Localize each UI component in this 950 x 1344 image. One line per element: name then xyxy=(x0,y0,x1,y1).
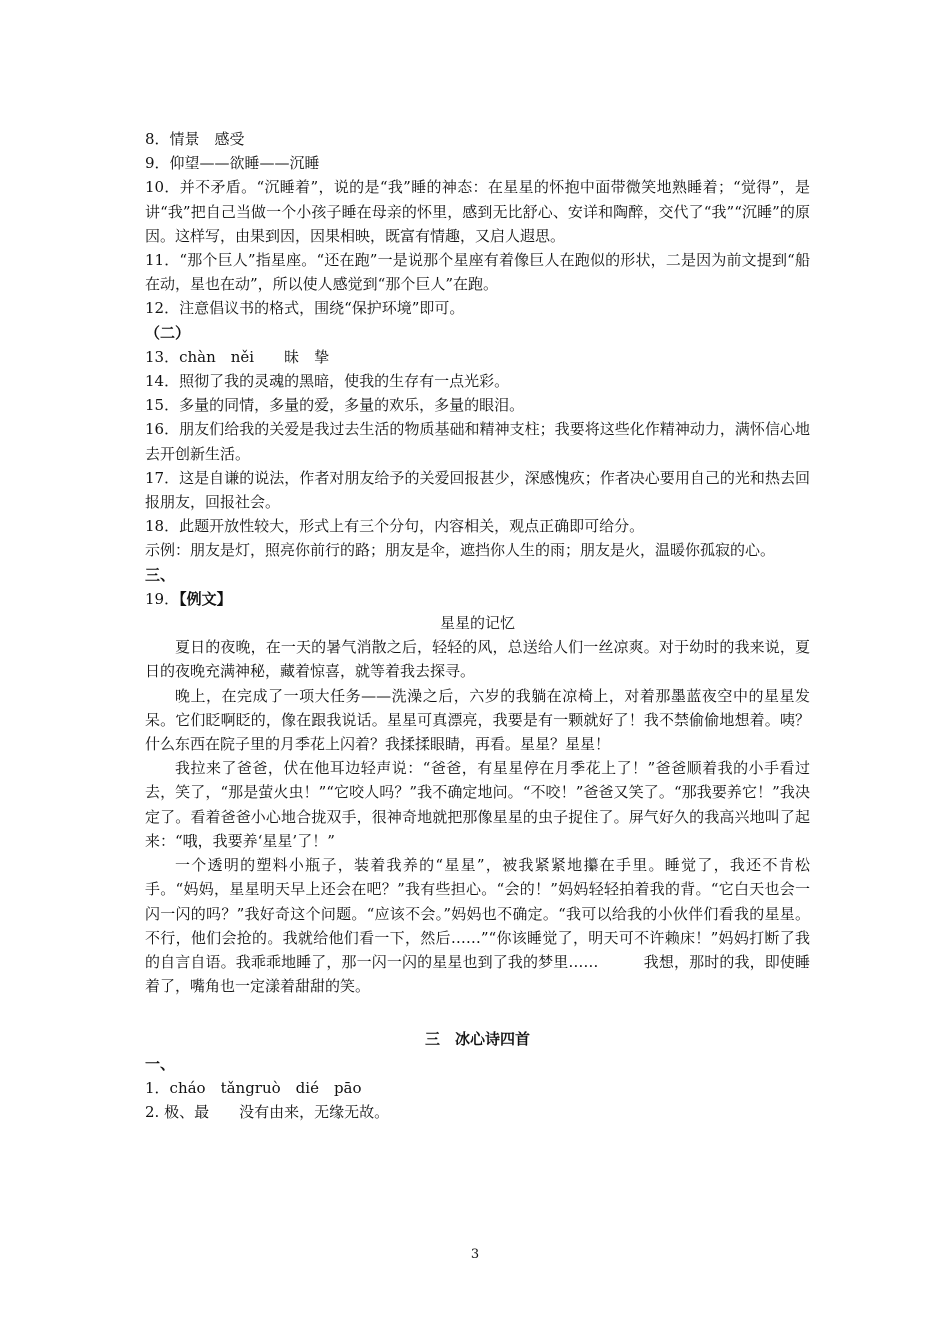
answer-12: 12．注意倡议书的格式，围绕“保护环境”即可。 xyxy=(145,299,465,318)
answer-14: 14．照彻了我的灵魂的黑暗，使我的生存有一点光彩。 xyxy=(145,372,510,391)
answer-10: 10．并不矛盾。“沉睡着”，说的是“我”睡的神态：在星星的怀抱中面带微笑地熟睡着；“觉得”，是讲“我”把自己当做一个小孩子睡在母亲的怀里，感到无比舒心、安详和陶醉，交代了“我”“沉睡”的原因。这样写，由果到因，因果相映，既富有情趣，又启人遐思。 xyxy=(145,178,810,245)
answer-9: 9．仰望——欲睡——沉睡 xyxy=(145,154,320,173)
answer-11: 11．“那个巨人”指星座。“还在跑”一是说那个星座有着像巨人在跑似的形状，二是因为前文提到“船在动，星也在动”，所以使人感觉到“那个巨人”在跑。 xyxy=(145,251,810,294)
essay-paragraph-1: 夏日的夜晚，在一天的暑气消散之后，轻轻的风，总送给人们一丝凉爽。对于幼时的我来说，夏日的夜晚充满神秘，藏着惊喜，就等着我去探寻。 xyxy=(145,638,810,681)
next-section-part-label: 一、 xyxy=(145,1054,176,1073)
answer-content xyxy=(145,127,810,1124)
next-answer-1: 1．cháo tǎngruò dié pāo xyxy=(145,1078,362,1097)
next-answer-2: 2. 极、最 没有由来，无缘无故。 xyxy=(145,1102,390,1121)
essay-paragraph-4: 一个透明的塑料小瓶子，装着我养的“星星”，被我紧紧地攥在手里。睡觉了，我还不肯松手。“妈妈，星星明天早上还会在吧？”我有些担心。“会的！”妈妈轻轻拍着我的背。“它白天也会一闪一闪的吗？”我好奇这个问题。“应该不会。”妈妈也不确定。“我可以给我的小伙伴们看我的星星。不行，他们会抢的。我就给他们看一下，然后……”“你该睡觉了，明天可不许赖床！”妈妈打断了我的自言自语。我乖乖地睡了，那一闪一闪的星星也到了我的梦里…… 我想，那时的我，即使睡着了，嘴角也一定漾着甜甜的笑。 xyxy=(145,856,810,996)
section-two-label: （二） xyxy=(145,323,191,342)
answer-19-heading xyxy=(145,587,810,611)
answer-17: 17．这是自谦的说法，作者对朋友给予的关爱回报甚少，深感愧疚；作者决心要用自己的光和热去回报朋友，回报社会。 xyxy=(145,468,810,512)
answer-18: 18．此题开放性较大，形式上有三个分句，内容相关，观点正确即可给分。 xyxy=(145,517,645,536)
section-three-label: 三、 xyxy=(145,565,176,584)
answer-18-example: 示例：朋友是灯，照亮你前行的路；朋友是伞，遮挡你人生的雨；朋友是火，温暖你孤寂的心。 xyxy=(145,541,776,560)
answer-19-label: 【例文】 xyxy=(179,589,232,608)
answer-13: 13．chàn něi 昧 挚 xyxy=(145,347,330,366)
answer-15: 15．多量的同情，多量的爱，多量的欢乐，多量的眼泪。 xyxy=(145,396,525,415)
essay-paragraph-3: 我拉来了爸爸，伏在他耳边轻声说：“爸爸，有星星停在月季花上了！”爸爸顺着我的小手看过去，笑了，“那是萤火虫！”“它咬人吗？”我不确定地问。“不咬！”爸爸又笑了。“那我要养它！”我决定了。看着爸爸小心地合拢双手，很神奇地就把那像星星的虫子捉住了。屏气好久的我高兴地叫了起来：“哦，我要养‘星星’了！” xyxy=(145,759,810,850)
next-section-title: 三 冰心诗四首 xyxy=(424,1030,530,1049)
essay-title: 星星的记忆 xyxy=(439,614,515,633)
page-number: 3 xyxy=(470,1247,480,1262)
answer-8: 8．情景 感受 xyxy=(145,130,245,148)
answer-19-number: 19． xyxy=(145,589,180,608)
essay-paragraph-2: 晚上，在完成了一项大任务——洗澡之后，六岁的我躺在凉椅上，对着那墨蓝夜空中的星星发呆。它们眨啊眨的，像在跟我说话。星星可真漂亮，我要是有一颗就好了！我不禁偷偷地想着。咦？什么东西在院子里的月季花上闪着？我揉揉眼睛，再看。星星？星星！ xyxy=(145,686,810,754)
answer-16: 16．朋友们给我的关爱是我过去生活的物质基础和精神支柱；我要将这些化作精神动力，满怀信心地去开创新生活。 xyxy=(145,420,810,463)
